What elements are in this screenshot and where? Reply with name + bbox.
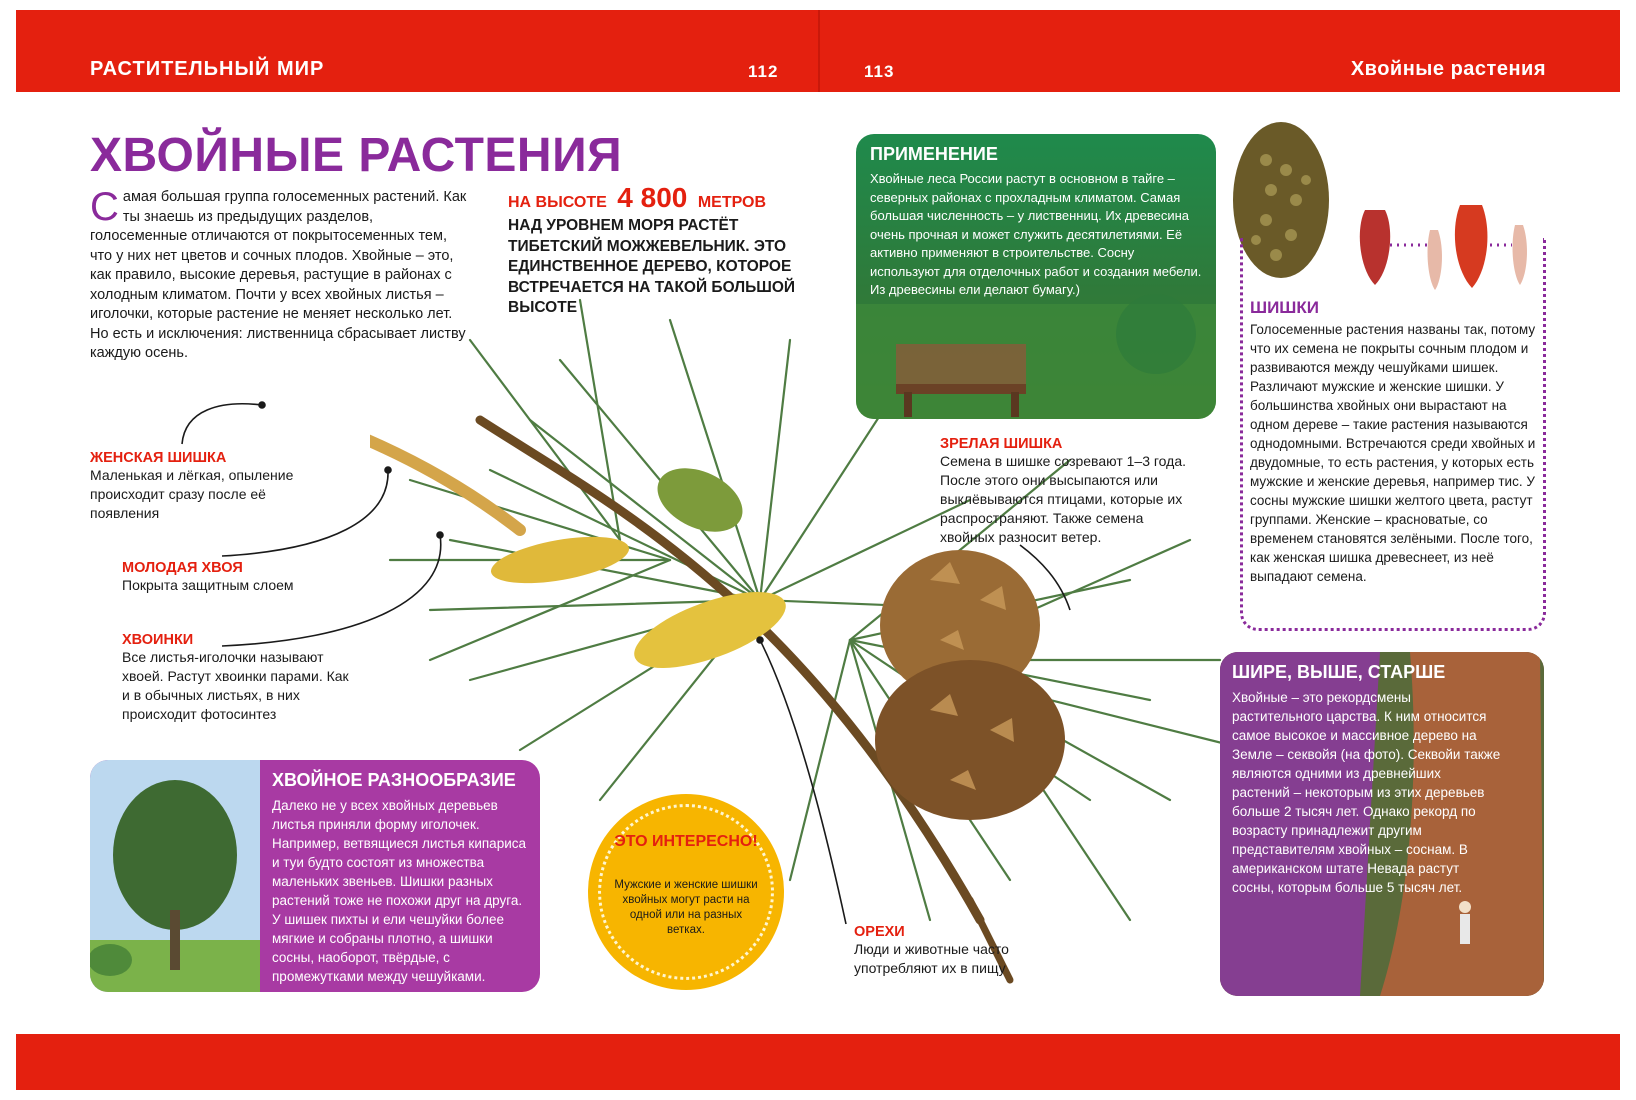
page-number-right: 113 [864, 62, 895, 81]
callout-young-needles [122, 560, 362, 595]
cones-text: Голосеменные растения названы так, потому что их семена не покрыты сочным плодом и развиваются между чешуйками шишек. Различают мужские и женские шишки. У большинства хвойных они вырастают на одном дереве – такие растения называются однодомными. Встречаются среди хвойных и двудомные, то есть растения, у которых есть мужские и женские деревья, например тис. У сосны мужские шишки желтого цвета, растут группами. Женские – красноватые, со временем становятся зелёными. После того, как женская шишка древеснеет, из неё выпадают семена. [1250, 322, 1536, 584]
intro-text: амая большая группа голосеменных растений. Как ты знаешь из предыдущих разделов, голосеменные отличаются от покрытосеменных тем, что у них нет цветов и сочных плодов. Хвойные – это, как правило, высокие деревья, растущие в районах с холодным климатом. Почти у всех хвойных листья – иголочки, которые растение не меняет несколько лет. Но есть и исключения: лиственница сбрасывает листву каждую осень. [90, 189, 467, 361]
araucaria-photo [90, 760, 260, 992]
drop-cap: С [90, 185, 119, 229]
callout-needles-text: Все листья-иголочки называют хвоей. Растут хвоинки парами. Как и в обычных листьях, в них происходит фотосинтез [122, 649, 349, 722]
fact-prefix: НА ВЫСОТЕ [508, 194, 607, 211]
diversity-title: ХВОЙНОЕ РАЗНООБРАЗИЕ [272, 770, 516, 790]
callout-needles [122, 632, 352, 724]
cones-content [1250, 298, 1540, 586]
callout-female-cone-title: ЖЕНСКАЯ ШИШКА [90, 450, 227, 466]
callout-mature-cone-text: Семена в шишке созревают 1–3 года. После этого они высыпаются или выклёвываются птицами, которые их распространяют. Также семена хвойных разносит ветер. [940, 453, 1186, 545]
diversity-box [90, 760, 540, 992]
diversity-text: Далеко не у всех хвойных деревьев листья приняли форму иголочек. Например, ветвящиеся листья кипариса и туи будто состоят из множества маленьких звеньев. Шишки разных растений тоже не похожи друг на друга. У шишек пихты и ели чешуйки более мягкие и собраны плотно, а шишки сосны, наоборот, твёрдые, с промежутками между чешуйками. [272, 798, 526, 984]
callout-female-cone [90, 450, 320, 523]
callout-nuts [854, 924, 1014, 978]
callout-nuts-title: ОРЕХИ [854, 924, 905, 940]
callout-mature-cone-title: ЗРЕЛАЯ ШИШКА [940, 436, 1063, 452]
page-number-left: 112 [748, 62, 779, 81]
page-title: ХВОЙНЫЕ РАСТЕНИЯ [90, 129, 623, 182]
section-title-left: РАСТИТЕЛЬНЫЙ МИР [90, 58, 325, 80]
callout-needles-title: ХВОИНКИ [122, 632, 194, 648]
records-title: ШИРЕ, ВЫШЕ, СТАРШЕ [1232, 662, 1446, 682]
callout-young-needles-title: МОЛОДАЯ ХВОЯ [122, 560, 243, 576]
cones-title: ШИШКИ [1250, 298, 1319, 317]
fact-text: НАД УРОВНЕМ МОРЯ РАСТЁТ ТИБЕТСКИЙ МОЖЖЕВЕЛЬНИК. ЭТО ЕДИНСТВЕННОЕ ДЕРЕВО, КОТОРОЕ ВСТРЕЧАЕТСЯ НА ТАКОЙ БОЛЬШОЙ ВЫСОТЕ [508, 217, 796, 316]
leader-female-cone [182, 404, 262, 444]
callout-mature-cone [940, 436, 1190, 547]
interesting-badge [588, 794, 784, 990]
usage-text: Хвойные леса России растут в основном в тайге – северных районах с прохладным климатом. Самая большая численность – у лиственниц. Их древесина очень прочная и может служить десятилетиями. Её активно применяют в строительстве. Сосну используют для отделочных работ и создания мебели. Из древесины ели делают бумагу.) [870, 171, 1202, 297]
records-text: Хвойные – это рекордсмены растительного царства. К ним относится самое высокое и массивное дерево на Земле – секвойя (на фото). Секвойи также являются одними из древнейших растений – некоторым из этих деревьев больше 2 тысяч лет. Однако рекорд по возрасту принадлежит другим представителям хвойных – соснам. В американском штате Невада растут сосны, которым больше 5 тысяч лет. [1232, 690, 1501, 895]
fact-number: 4 800 [617, 182, 688, 213]
fact-unit: МЕТРОВ [697, 194, 767, 211]
interesting-text: Мужские и женские шишки хвойных могут расти на одной или на разных ветках. [614, 879, 758, 936]
callout-female-cone-text: Маленькая и лёгкая, опыление происходит сразу после её появления [90, 467, 294, 521]
section-title-right: Хвойные растения [1350, 58, 1546, 80]
usage-title: ПРИМЕНЕНИЕ [870, 144, 998, 164]
records-box [1220, 652, 1544, 996]
usage-box [856, 134, 1216, 419]
interesting-title: ЭТО ИНТЕРЕСНО! [614, 833, 758, 850]
leader-mature-cone [1020, 545, 1070, 610]
callout-nuts-text: Люди и животные часто употребляют их в пищу [854, 941, 1009, 976]
callout-young-needles-text: Покрыта защитным слоем [122, 577, 294, 593]
